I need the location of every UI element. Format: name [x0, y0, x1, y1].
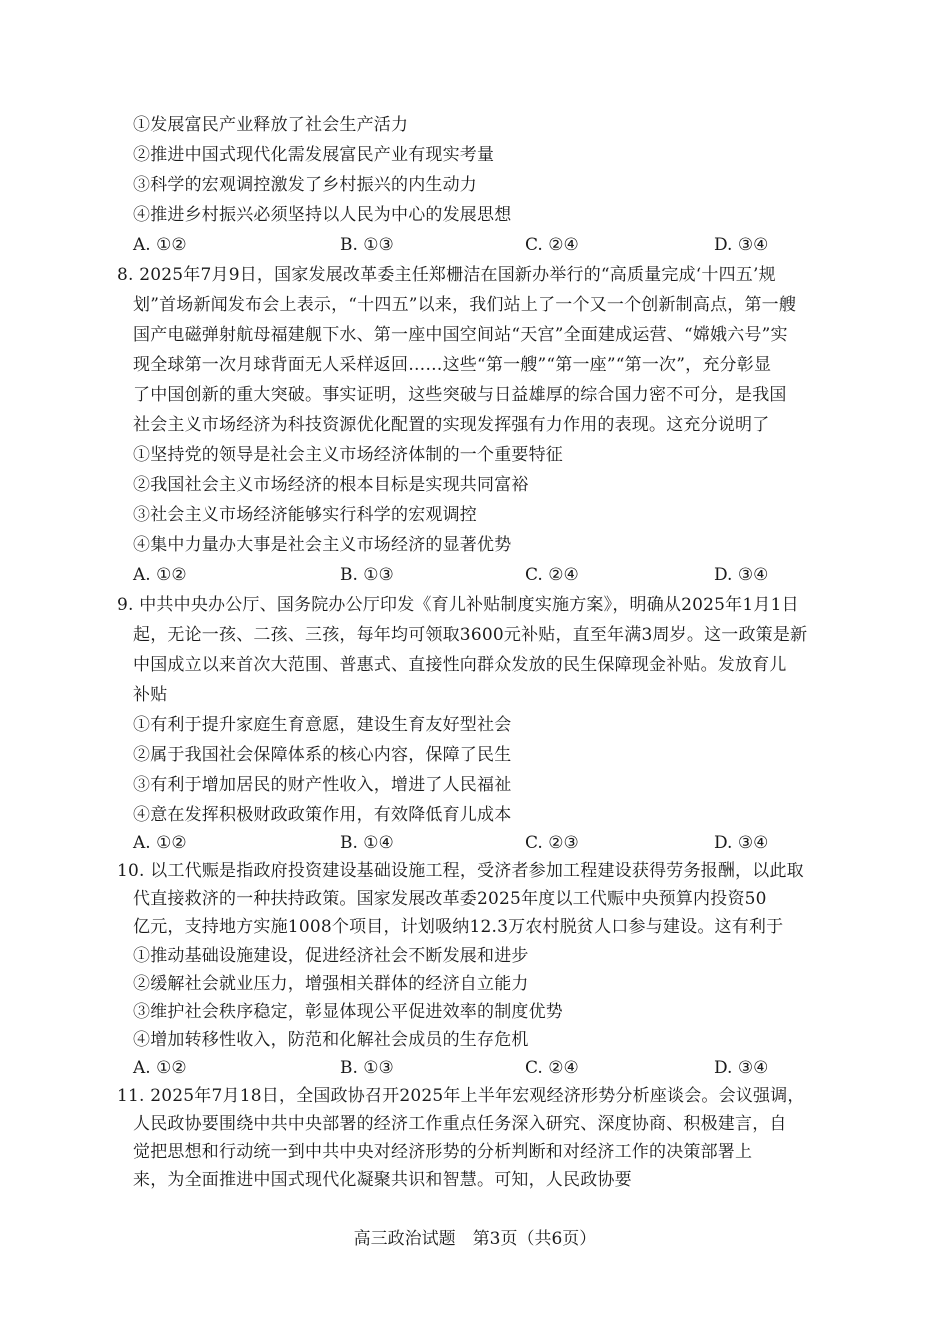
- q9-stem-line-2: 起，无论一孩、二孩、三孩，每年均可领取3600元补贴，直至年满3周岁。这一政策是新: [133, 625, 808, 645]
- q8-option-b: B. ①③: [340, 565, 394, 585]
- q9-stem-line-4: 补贴: [133, 685, 168, 705]
- q10-options: [133, 1055, 833, 1081]
- q8-option-a: A. ①②: [133, 565, 187, 585]
- q8-statement-2: ②我国社会主义市场经济的根本目标是实现共同富裕: [133, 475, 529, 495]
- q8-option-c: C. ②④: [525, 565, 579, 585]
- q7-statement-3: ③科学的宏观调控激发了乡村振兴的内生动力: [133, 175, 477, 195]
- q7-option-c: C. ②④: [525, 235, 579, 255]
- q9-option-c: C. ②③: [525, 833, 579, 853]
- q10-option-d: D. ③④: [714, 1058, 769, 1078]
- q8-stem-line-6: 社会主义市场经济为科技资源优化配置的实现发挥强有力作用的表现。这充分说明了: [133, 415, 770, 435]
- q9-stem-line-1: 9. 中共中央办公厅、国务院办公厅印发《育儿补贴制度实施方案》，明确从2025年1月1日: [117, 595, 799, 615]
- q11-stem-line-1: 11. 2025年7月18日，全国政协召开2025年上半年宏观经济形势分析座谈会。会议强调，: [117, 1086, 805, 1106]
- q8-statement-3: ③社会主义市场经济能够实行科学的宏观调控: [133, 505, 477, 525]
- q7-option-a: A. ①②: [133, 235, 187, 255]
- q7-option-d: D. ③④: [714, 235, 769, 255]
- q9-option-b: B. ①④: [340, 833, 394, 853]
- q9-stem-line-3: 中国成立以来首次大范围、普惠式、直接性向群众发放的民生保障现金补贴。发放育儿: [133, 655, 787, 675]
- q10-option-b: B. ①③: [340, 1058, 394, 1078]
- q8-stem-line-5: 了中国创新的重大突破。事实证明，这些突破与日益雄厚的综合国力密不可分，是我国: [133, 385, 787, 405]
- q8-stem-line-3: 国产电磁弹射航母福建舰下水、第一座中国空间站“天宫”全面建成运营、“嫦娥六号”实: [133, 325, 788, 345]
- q8-options: [133, 562, 833, 588]
- q10-statement-3: ③维护社会秩序稳定，彰显体现公平促进效率的制度优势: [133, 1002, 563, 1022]
- q9-statement-1: ①有利于提升家庭生育意愿，建设生育友好型社会: [133, 715, 512, 735]
- q8-stem-line-2: 划”首场新闻发布会上表示，“十四五”以来，我们站上了一个又一个创新制高点，第一艘: [133, 295, 797, 315]
- q11-stem-line-2: 人民政协要围绕中共中央部署的经济工作重点任务深入研究、深度协商、积极建言，自: [133, 1114, 787, 1134]
- q8-option-d: D. ③④: [714, 565, 769, 585]
- q10-statement-2: ②缓解社会就业压力，增强相关群体的经济自立能力: [133, 974, 529, 994]
- q9-statement-3: ③有利于增加居民的财产性收入，增进了人民福祉: [133, 775, 512, 795]
- q10-statement-1: ①推动基础设施建设，促进经济社会不断发展和进步: [133, 946, 529, 966]
- q7-statement-1: ①发展富民产业释放了社会生产活力: [133, 115, 409, 135]
- q8-statement-1: ①坚持党的领导是社会主义市场经济体制的一个重要特征: [133, 445, 563, 465]
- q11-stem-line-4: 来，为全面推进中国式现代化凝聚共识和智慧。可知，人民政协要: [133, 1170, 632, 1190]
- q9-option-a: A. ①②: [133, 833, 187, 853]
- q7-option-b: B. ①③: [340, 235, 394, 255]
- q9-statement-2: ②属于我国社会保障体系的核心内容，保障了民生: [133, 745, 512, 765]
- q10-stem-line-3: 亿元，支持地方实施1008个项目，计划吸纳12.3万农村脱贫人口参与建设。这有利于: [133, 917, 784, 937]
- q7-statement-4: ④推进乡村振兴必须坚持以人民为中心的发展思想: [133, 205, 512, 225]
- q9-statement-4: ④意在发挥积极财政政策作用，有效降低育儿成本: [133, 805, 512, 825]
- q10-option-c: C. ②④: [525, 1058, 579, 1078]
- q10-stem-line-1: 10. 以工代赈是指政府投资建设基础设施工程，受济者参加工程建设获得劳务报酬，以此取: [117, 861, 804, 881]
- page-footer: 高三政治试题 第3页（共6页）: [353, 1229, 597, 1249]
- q8-stem-line-4: 现全球第一次月球背面无人采样返回……这些“第一艘”“第一座”“第一次”，充分彰显: [133, 355, 772, 375]
- q7-options: [133, 232, 833, 258]
- q8-statement-4: ④集中力量办大事是社会主义市场经济的显著优势: [133, 535, 512, 555]
- q9-option-d: D. ③④: [714, 833, 769, 853]
- q10-statement-4: ④增加转移性收入，防范和化解社会成员的生存危机: [133, 1030, 529, 1050]
- q11-stem-line-3: 觉把思想和行动统一到中共中央对经济形势的分析判断和对经济工作的决策部署上: [133, 1142, 753, 1162]
- q9-options: [133, 830, 833, 856]
- q7-statement-2: ②推进中国式现代化需发展富民产业有现实考量: [133, 145, 495, 165]
- q10-stem-line-2: 代直接救济的一种扶持政策。国家发展改革委2025年度以工代赈中央预算内投资50: [133, 889, 767, 909]
- q8-stem-line-1: 8. 2025年7月9日，国家发展改革委主任郑栅洁在国新办举行的“高质量完成‘十四五’规: [117, 265, 776, 285]
- q10-option-a: A. ①②: [133, 1058, 187, 1078]
